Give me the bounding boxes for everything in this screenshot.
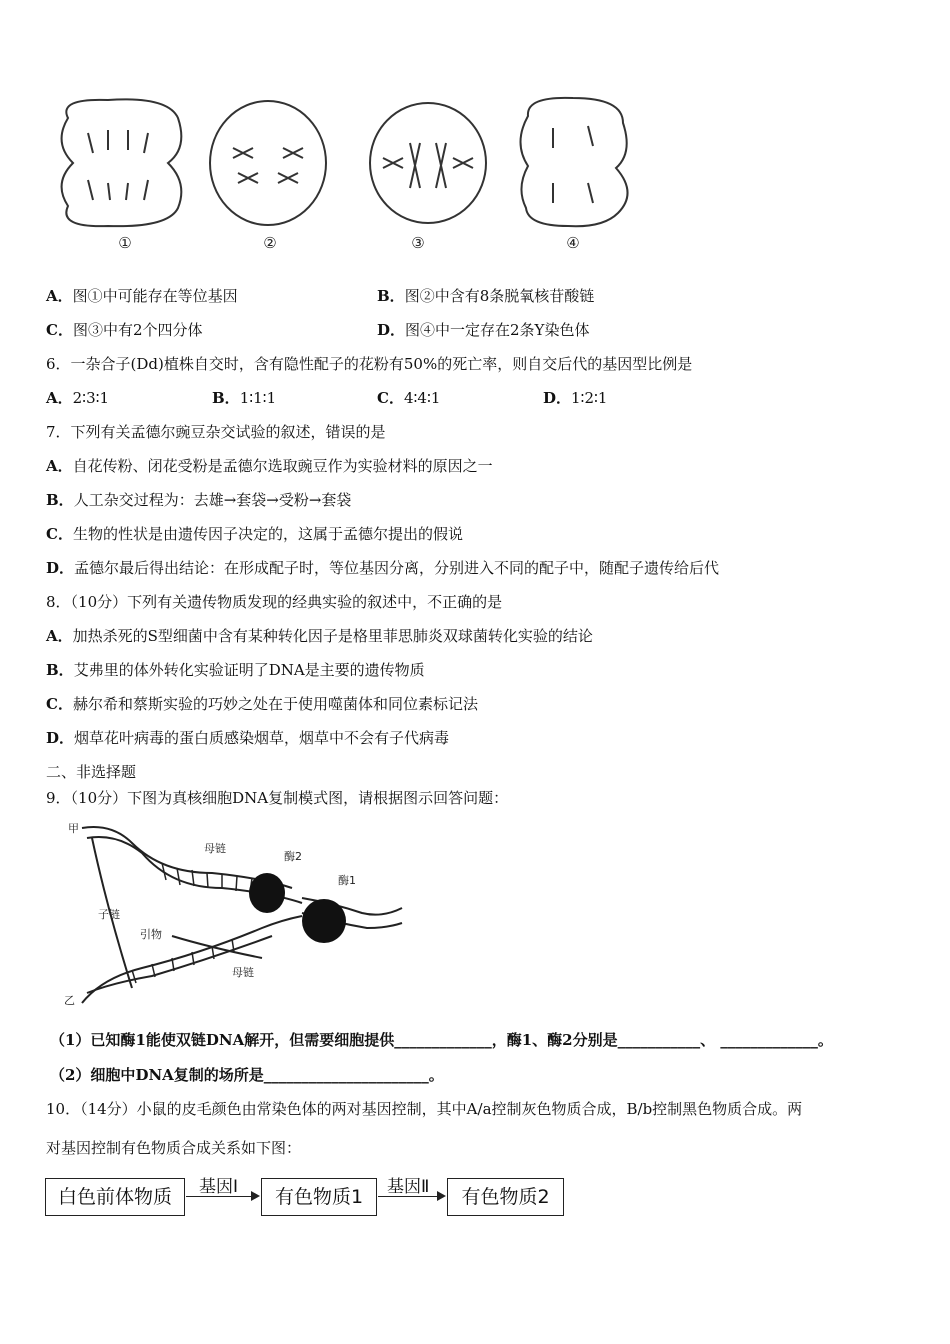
label-mei1: 酶1 [338,874,356,887]
section-title: 二、非选择题 [46,763,137,781]
label-zilian: 子链 [98,908,120,921]
q9-stem: 9．（10分）下图为真核细胞DNA复制模式图，请根据图示回答问题： [46,789,509,807]
q7-option-b: B．人工杂交过程为：去雄→套袋→受粉→套袋 [46,491,352,509]
q9-sub1: （1）已知酶1能使双链DNA解开，但需要细胞提供_____________，酶1、酶2分别是___________、 _____________。 [50,1031,833,1049]
q7-option-c: C．生物的性状是由遗传因子决定的，这属于孟德尔提出的假说 [46,525,463,543]
q6-option-b: B．1∶1∶1 [212,389,277,407]
q6-stem: 6．一杂合子(Dd)植株自交时，含有隐性配子的花粉有50%的死亡率，则自交后代的基因型比例是 [46,355,693,373]
flow-box-3: 有色物质2 [447,1178,564,1216]
flow-gene-2: 基因Ⅱ [387,1177,430,1197]
flow-box-2: 有色物质1 [261,1178,377,1216]
flow-arrow-1 [186,1196,258,1197]
q6-option-a: A．2∶3∶1 [46,389,110,407]
q7-stem: 7．下列有关孟德尔豌豆杂交试验的叙述，错误的是 [46,423,386,441]
q5-option-c: C．图③中有2个四分体 [46,321,203,339]
cell-label-1: ① [118,234,132,252]
q10-stem-line2: 对基因控制有色物质合成关系如下图： [46,1139,302,1157]
q5-option-d: D．图④中一定存在2条Y染色体 [377,321,590,339]
q9-sub2: （2）细胞中DNA复制的场所是______________________。 [50,1066,444,1084]
cell-label-4: ④ [566,234,580,252]
label-mulian-top: 母链 [204,842,226,855]
q6-option-c: C．4∶4∶1 [377,389,441,407]
q7-option-d: D．孟德尔最后得出结论：在形成配子时，等位基因分离，分别进入不同的配子中，随配子遗传给后代 [46,559,720,577]
flow-gene-1: 基因Ⅰ [199,1177,239,1197]
q5-option-b: B．图②中含有8条脱氧核苷酸链 [377,287,595,305]
q5-option-a: A．图①中可能存在等位基因 [46,287,238,305]
label-jia: 甲 [68,822,79,835]
q7-option-a: A．自花传粉、闭花受粉是孟德尔选取豌豆作为实验材料的原因之一 [46,457,493,475]
q8-option-c: C．赫尔希和蔡斯实验的巧妙之处在于使用噬菌体和同位素标记法 [46,695,478,713]
q8-stem: 8．（10分）下列有关遗传物质发现的经典实验的叙述中，不正确的是 [46,593,503,611]
flow-arrow-2 [378,1196,444,1197]
cell-division-figure [48,88,648,258]
dna-replication-figure [62,818,412,1013]
q6-option-d: D．1∶2∶1 [543,389,608,407]
label-mei2: 酶2 [284,850,302,863]
cell-label-2: ② [263,234,277,252]
label-yi: 乙 [64,994,75,1007]
q8-option-d: D．烟草花叶病毒的蛋白质感染烟草，烟草中不会有子代病毒 [46,729,450,747]
q10-stem-line1: 10．（14分）小鼠的皮毛颜色由常染色体的两对基因控制，其中A/a控制灰色物质合成，B/b控制黑色物质合成。两 [46,1100,803,1118]
cell-label-3: ③ [411,234,425,252]
q8-option-a: A．加热杀死的S型细菌中含有某种转化因子是格里菲思肺炎双球菌转化实验的结论 [46,627,593,645]
flow-box-1: 白色前体物质 [45,1178,185,1216]
label-mulian-bottom: 母链 [232,966,254,979]
q8-option-b: B．艾弗里的体外转化实验证明了DNA是主要的遗传物质 [46,661,425,679]
pigment-flow-diagram [44,1172,604,1222]
label-yinwu: 引物 [140,928,162,941]
